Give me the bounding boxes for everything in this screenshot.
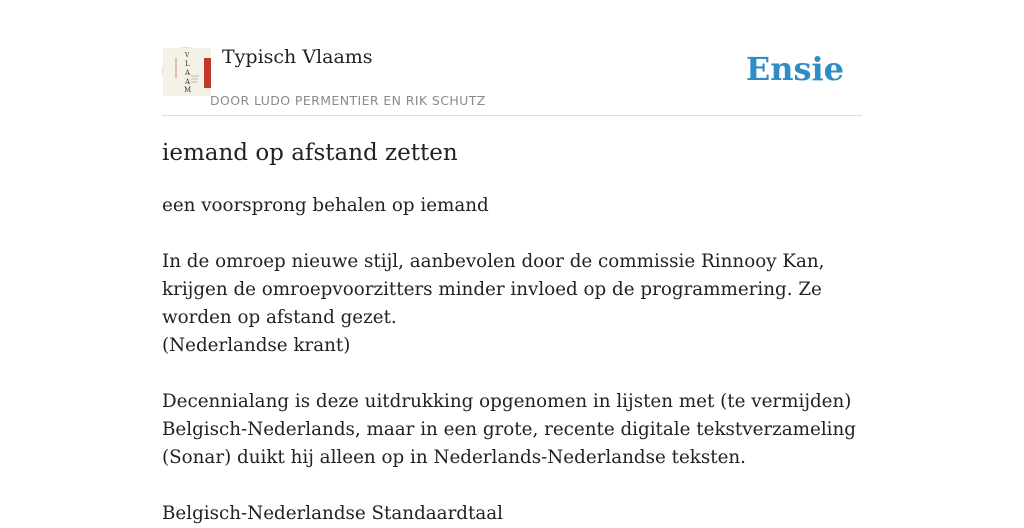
paragraph-spacer <box>162 220 862 248</box>
svg-text:L: L <box>185 60 190 68</box>
paragraph-spacer <box>162 472 862 500</box>
entry-title: iemand op afstand zetten <box>162 140 458 166</box>
book-cover-icon[interactable] <box>162 47 210 95</box>
entry-next-heading: Belgisch-Nederlandse Standaardtaal <box>162 503 504 524</box>
svg-text:A: A <box>185 78 191 86</box>
svg-text:A: A <box>185 69 191 77</box>
svg-text:V: V <box>185 52 190 59</box>
entry-explanation: Decennialang is deze uitdrukking opgenomen in lijsten met (te vermijden) Belgisch-Nederlands, maar in een grote, recente digitale tekstverzameling (Sonar) duikt hij alleen op in Nederlands-Nederlandse teksten. <box>162 391 856 468</box>
ensie-logo[interactable]: Ensie <box>745 50 844 88</box>
paragraph-spacer <box>162 360 862 388</box>
entry-example: In de omroep nieuwe stijl, aanbevolen door de commissie Rinnooy Kan, krijgen de omroepvoorzitters minder invloed op de programmering. Ze worden op afstand gezet. <box>162 251 825 328</box>
svg-text:M: M <box>184 86 192 94</box>
site-header <box>162 0 862 116</box>
entry-source: (Nederlandse krant) <box>162 335 351 356</box>
entry-content <box>162 192 862 528</box>
entry-definition: een voorsprong behalen op iemand <box>162 195 489 216</box>
book-title-link[interactable]: Typisch Vlaams <box>222 46 373 68</box>
book-authors: DOOR LUDO PERMENTIER EN RIK SCHUTZ <box>210 93 486 108</box>
